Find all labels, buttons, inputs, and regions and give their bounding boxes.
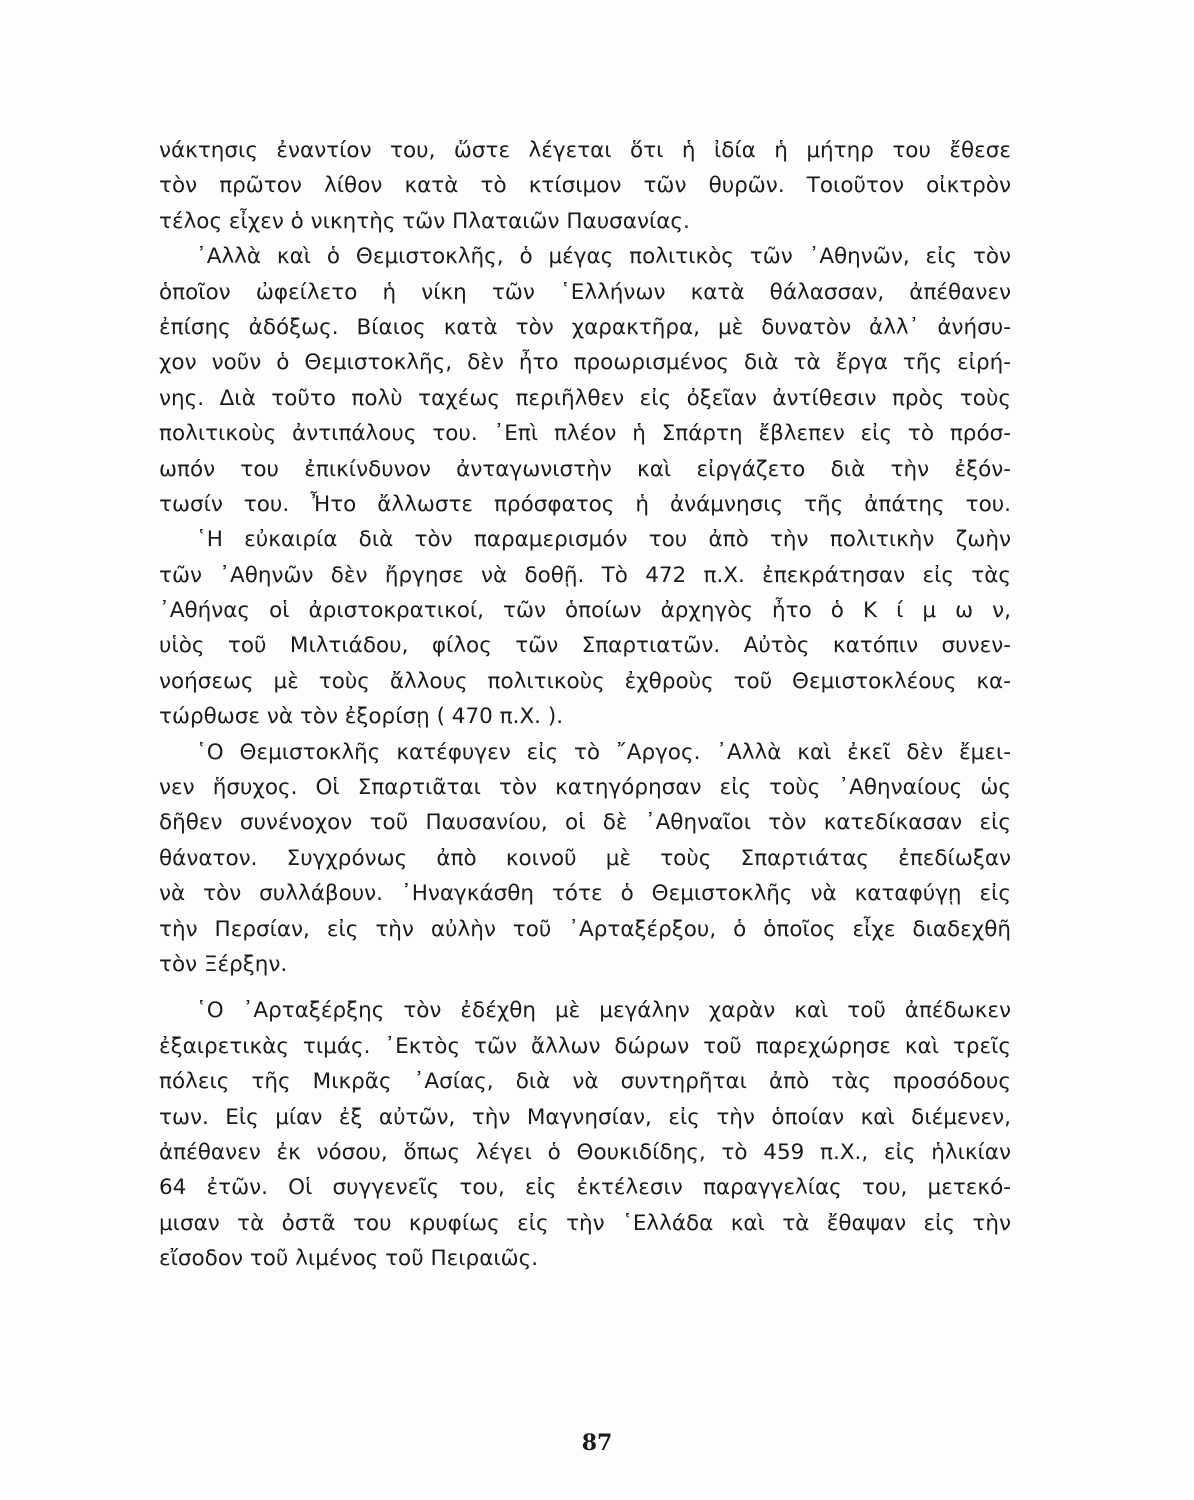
paragraph-first-line: ῾Ο ᾿Αρταξέρξης τὸν ἐδέχθη μὲ μεγάλην χαρὰν καὶ τοῦ ἀπέδωκεν [196,998,1011,1024]
text-line: τὴν Περσίαν, εἰς τὴν αὐλὴν τοῦ ᾿Αρταξέρξου, ὁ ὁποῖος εἶχε διαδεχθῆ [159,916,1011,942]
text-line: νάκτησις ἐναντίον του, ὥστε λέγεται ὅτι ἡ ἰδία ἡ μήτηρ του ἔθεσε [159,138,1011,163]
text-line: χον νοῦν ὁ Θεμιστοκλῆς, δὲν ἦτο προωρισμένος διὰ τὰ ἔργα τῆς εἰρή- [159,350,1011,376]
text-line: δῆθεν συνένοχον τοῦ Παυσανίου, οἱ δὲ ᾿Αθηναῖοι τὸν κατεδίκασαν εἰς [159,810,1011,836]
text-line: νεν ἥσυχος. Οἱ Σπαρτιᾶται τὸν κατηγόρησαν εἰς τοὺς ᾿Αθηναίους ὡς [159,775,1011,801]
paragraph-gap [159,982,1011,993]
text-line: ἐξαιρετικὰς τιμάς. ᾿Εκτὸς τῶν ἄλλων δώρων τοῦ παρεχώρησε καὶ τρεῖς [159,1033,1011,1059]
text-line: τῶν ᾿Αθηνῶν δὲν ἤργησε νὰ δοθῇ. Τὸ 472 π.Χ. ἐπεκράτησαν εἰς τὰς [159,562,1011,588]
text-line: τώρθωσε νὰ τὸν ἐξορίσῃ ( 470 π.Χ. ). [159,704,564,730]
text-line: τὸν πρῶτον λίθον κατὰ τὸ κτίσιμον τῶν θυρῶν. Τοιοῦτον οἰκτρὸν [159,173,1011,199]
paragraph-first-line: ᾿Αλλὰ καὶ ὁ Θεμιστοκλῆς, ὁ μέγας πολιτικὸς τῶν ᾿Αθηνῶν, εἰς τὸν [196,244,1011,270]
text-line: τωσίν του. Ἦτο ἄλλωστε πρόσφατος ἡ ἀνάμνησις τῆς ἀπάτης του. [159,491,1011,517]
paragraph-first-line: ῾Η εὐκαιρία διὰ τὸν παραμερισμόν του ἀπὸ τὴν πολιτικὴν ζωὴν [196,527,1011,553]
text-line: μισαν τὰ ὀστᾶ του κρυφίως εἰς τὴν ῾Ελλάδα καὶ τὰ ἔθαψαν εἰς τὴν [159,1210,1011,1236]
text-line: υἱὸς τοῦ Μιλτιάδου, φίλος τῶν Σπαρτιατῶν. Αὐτὸς κατόπιν συνεν- [159,633,1011,659]
text-line: ᾿Αθήνας οἱ ἀριστοκρατικοί, τῶν ὁποίων ἀρχηγὸς ἦτο ὁ Κ ί μ ω ν, [159,598,1011,624]
text-line: ἀπέθανεν ἐκ νόσου, ὅπως λέγει ὁ Θουκιδίδης, τὸ 459 π.Χ., εἰς ἡλικίαν [159,1139,1011,1165]
text-line: πόλεις τῆς Μικρᾶς ᾿Ασίας, διὰ νὰ συντηρῆται ἀπὸ τὰς προσόδους [159,1069,1011,1095]
text-line: ὁποῖον ὠφείλετο ἡ νίκη τῶν ῾Ελλήνων κατὰ θάλασσαν, ἀπέθανεν [159,279,1011,305]
text-line: θάνατον. Συγχρόνως ἀπὸ κοινοῦ μὲ τοὺς Σπαρτιάτας ἐπεδίωξαν [159,845,1011,871]
text-line: τὸν Ξέρξην. [159,951,288,977]
text-line: τέλος εἶχεν ὁ νικητὴς τῶν Πλαταιῶν Παυσανίας. [159,208,690,234]
text-line: εἴσοδον τοῦ λιμένος τοῦ Πειραιῶς. [159,1246,539,1272]
page-number: 87 [581,1430,613,1456]
body-text [159,133,1011,1277]
text-line: νης. Διὰ τοῦτο πολὺ ταχέως περιῆλθεν εἰς ὀξεῖαν ἀντίθεσιν πρὸς τοὺς [159,385,1011,411]
text-line: νὰ τὸν συλλάβουν. ᾿Ηναγκάσθη τότε ὁ Θεμιστοκλῆς νὰ καταφύγῃ εἰς [159,881,1011,907]
text-line: πολιτικοὺς ἀντιπάλους του. ᾿Επὶ πλέον ἡ Σπάρτη ἔβλεπεν εἰς τὸ πρόσ- [159,421,1011,447]
paragraph-first-line: ῾Ο Θεμιστοκλῆς κατέφυγεν εἰς τὸ ῎Αργος. ᾿Αλλὰ καὶ ἐκεῖ δὲν ἔμει- [196,739,1011,765]
text-line: των. Εἰς μίαν ἐξ αὐτῶν, τὴν Μαγνησίαν, εἰς τὴν ὁποίαν καὶ διέμενεν, [159,1104,1011,1130]
text-line: ωπόν του ἐπικίνδυνον ἀνταγωνιστὴν καὶ εἰργάζετο διὰ τὴν ἐξόν- [159,456,1011,482]
text-line: 64 ἐτῶν. Οἱ συγγενεῖς του, εἰς ἐκτέλεσιν παραγγελίας του, μετεκό- [159,1175,1011,1201]
text-line: νοήσεως μὲ τοὺς ἄλλους πολιτικοὺς ἐχθροὺς τοῦ Θεμιστοκλέους κα- [159,668,1011,694]
text-line: ἐπίσης ἀδόξως. Βίαιος κατὰ τὸν χαρακτῆρα, μὲ δυνατὸν ἀλλ᾿ ἀνήσυ- [159,314,1011,340]
